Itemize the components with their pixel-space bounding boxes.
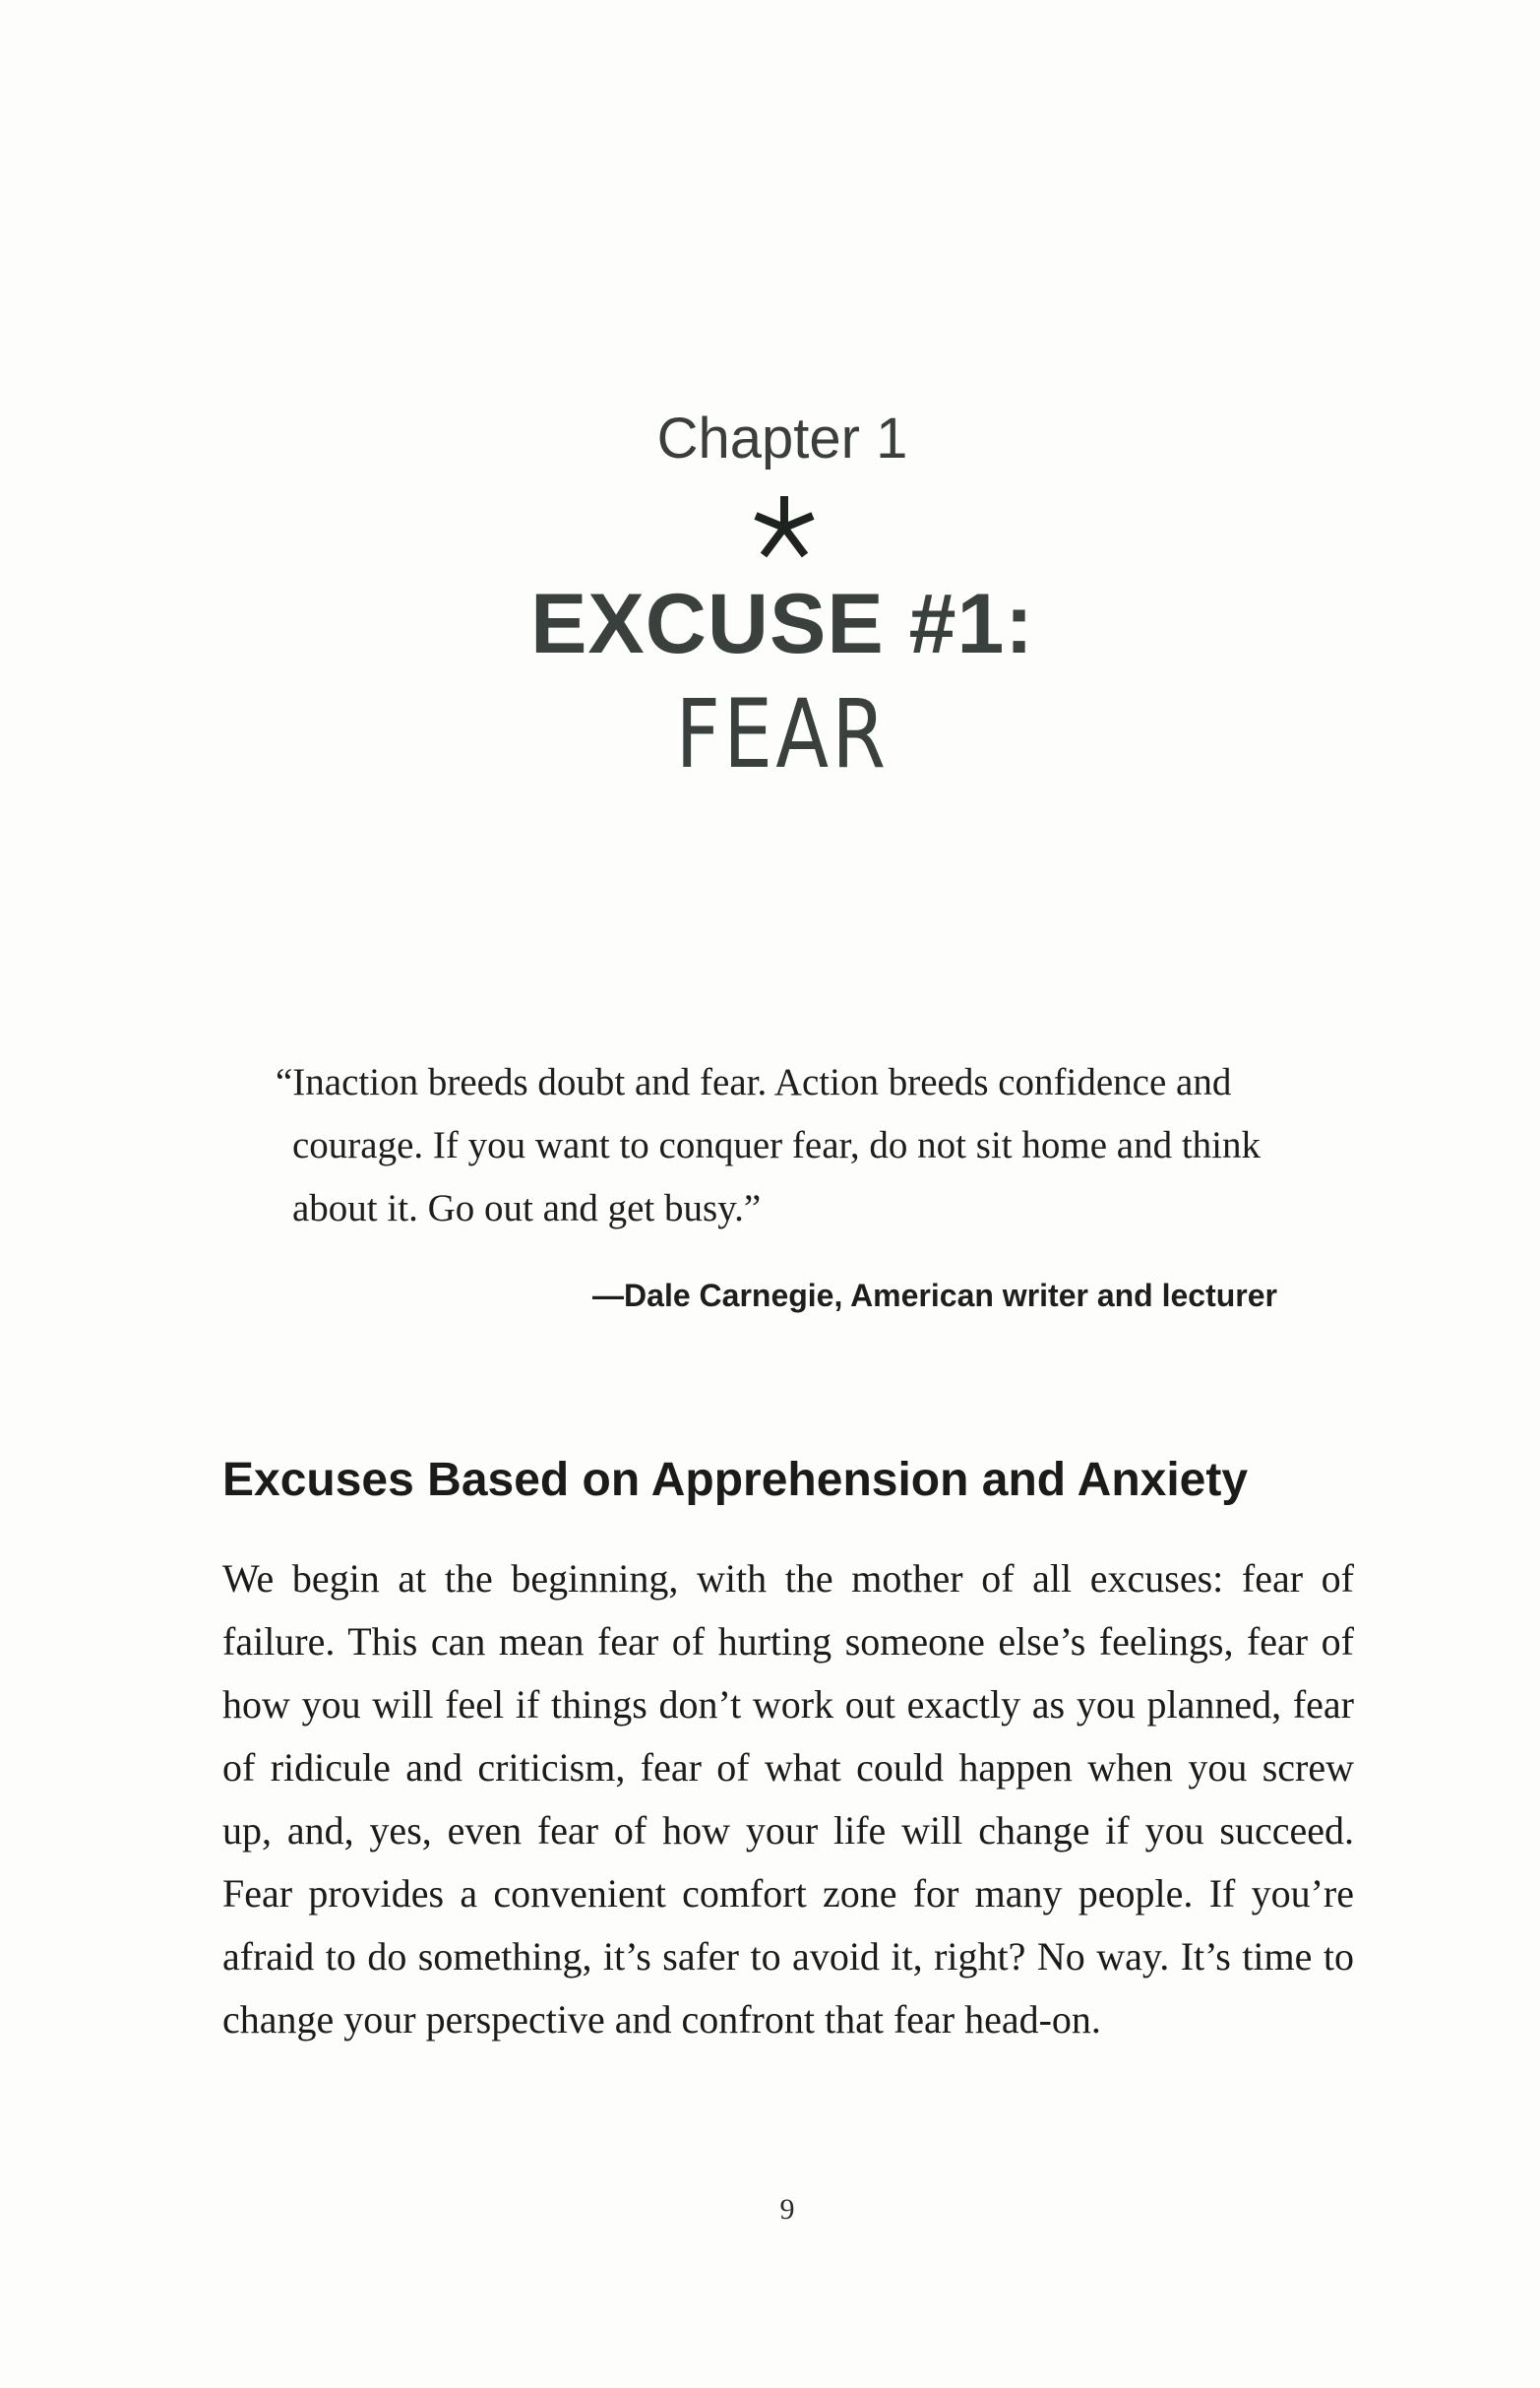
epigraph-attribution: —Dale Carnegie, American writer and lecturer	[592, 1278, 1277, 1313]
chapter-title: EXCUSE #1:	[530, 577, 1034, 671]
asterisk-icon	[750, 492, 819, 561]
chapter-subtitle: FEAR	[675, 679, 890, 789]
chapter-label: Chapter 1	[656, 407, 908, 471]
body-paragraph: We begin at the beginning, with the mother of all excuses: fear of failure. This can mean fear of hurting someone else’s feelings, fear of how you will feel if things don’t work out exactly as you planned, fear of ridicule and criticism, fear of what could happen when you screw up, and, yes, even fear of how your life will change if you succeed. Fear provides a convenient comfort zone for many people. If you’re afraid to do something, it’s safer to avoid it, right? No way. It’s time to change your perspective and confront that fear head-on.	[222, 1556, 1354, 2042]
section-heading: Excuses Based on Apprehension and Anxiety	[222, 1454, 1249, 1506]
epigraph-quote: “Inaction breeds doubt and fear. Action breeds confidence and courage. If you want to conquer fear, do not sit home and think about it. Go out and get busy.”	[276, 1061, 1261, 1229]
page-number: 9	[779, 2193, 795, 2226]
